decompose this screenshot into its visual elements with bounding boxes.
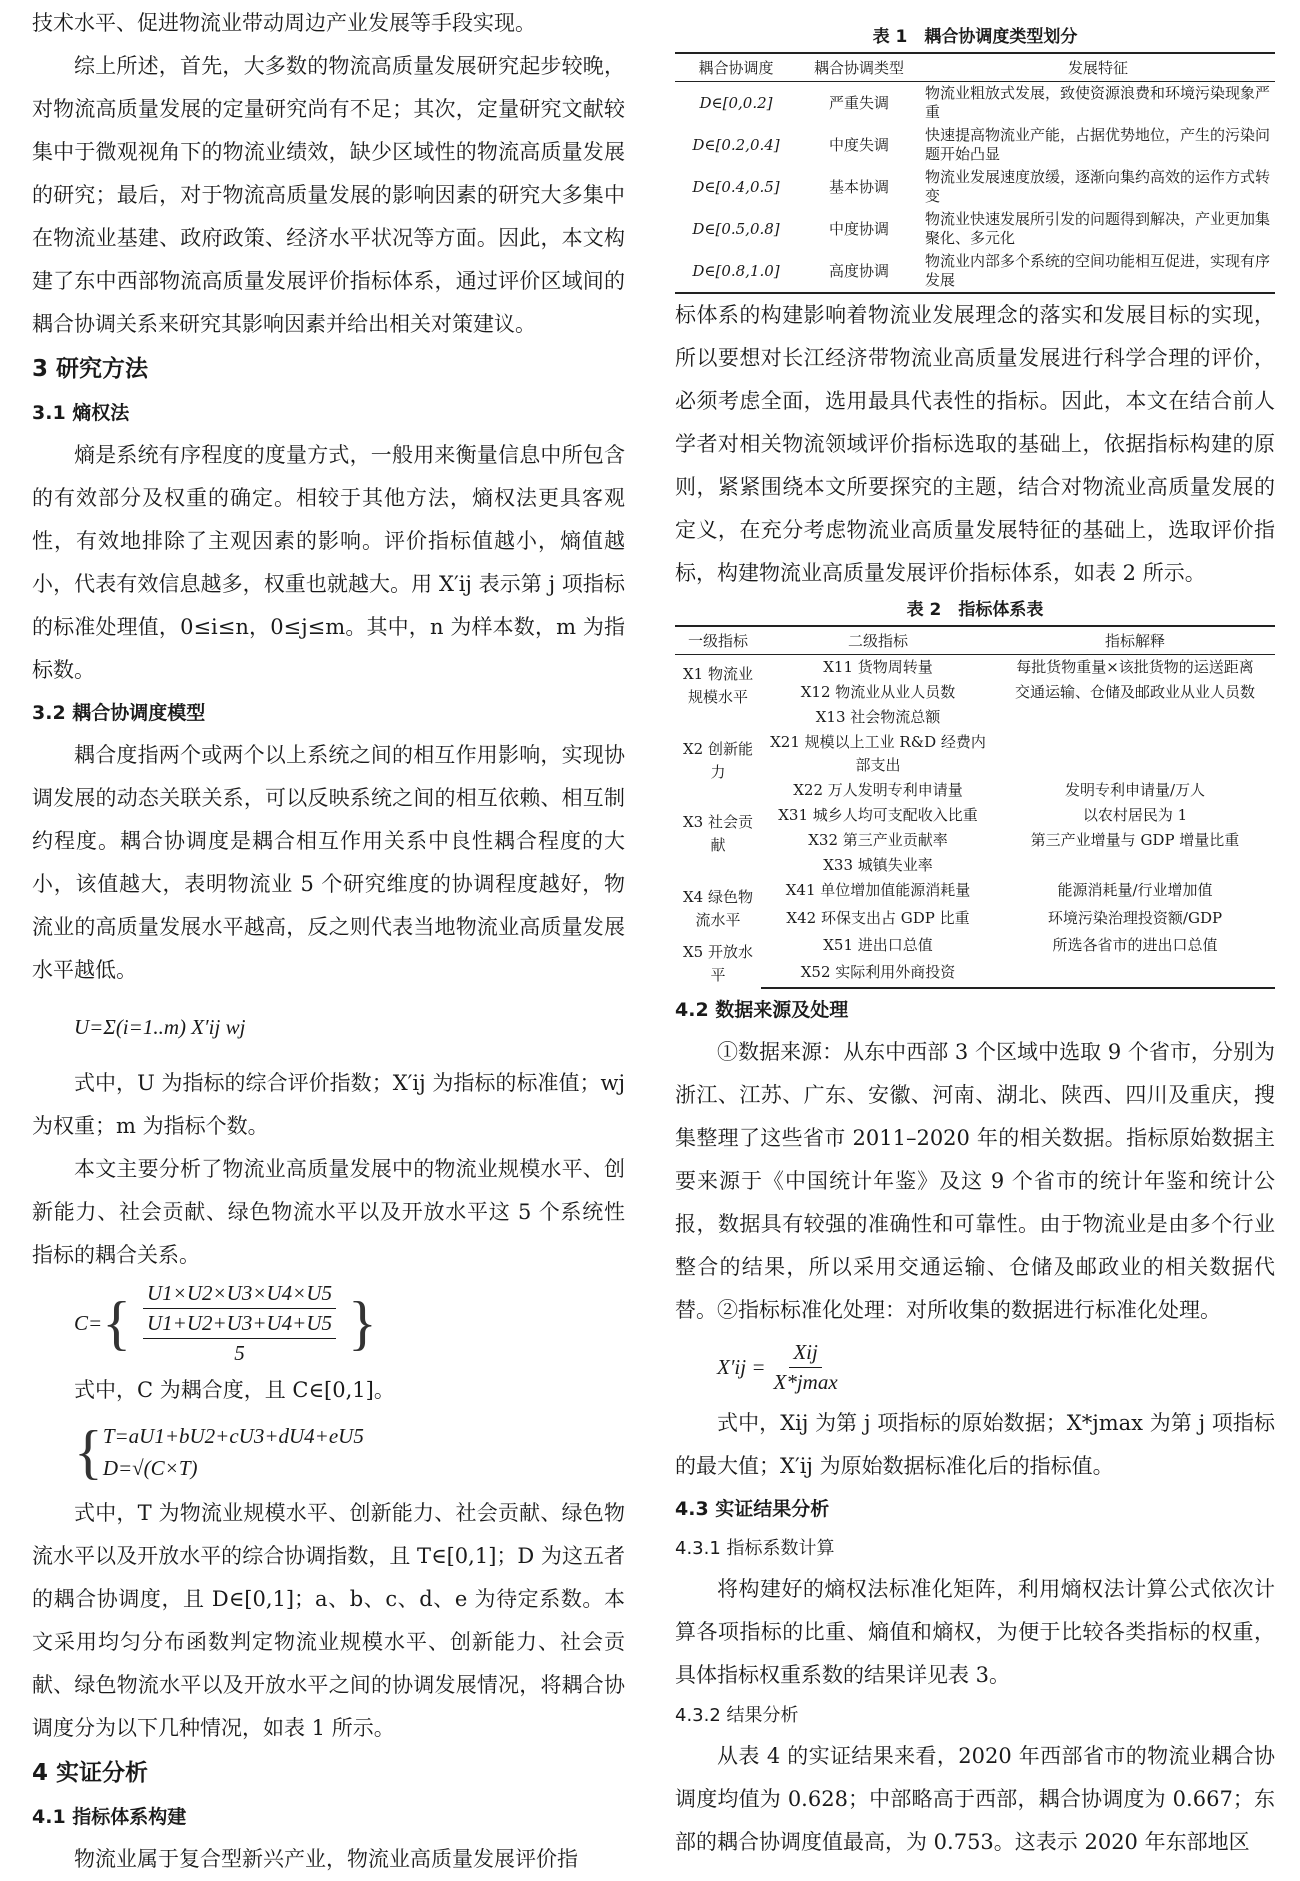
- table-cell-level2: X13 社会物流总额: [815, 708, 941, 726]
- paragraph: 式中，Xij 为第 j 项指标的原始数据；X*jmax 为第 j 项指标的最大值；X′ij 为原始数据标准化后的指标值。: [675, 1411, 1275, 1478]
- table-cell: 物流业快速发展所引发的问题得到解决，产业更加集聚化、多元化: [925, 210, 1271, 247]
- section-heading: 3 研究方法: [32, 356, 149, 382]
- right-column: [675, 0, 1275, 1864]
- equation-x-lhs: X′ij =: [717, 1354, 766, 1379]
- table-1: [675, 52, 1275, 294]
- table-header: 一级指标: [675, 626, 761, 655]
- table-cell-explanation: 第三产业增量与 GDP 增量比重: [1030, 831, 1240, 849]
- table-row: [675, 878, 1275, 906]
- table-cell: 中度协调: [828, 219, 889, 238]
- equation-c-denominator: U1+U2+U3+U4+U5: [143, 1311, 336, 1339]
- table-row: [675, 250, 1275, 293]
- table-cell-explanation: [995, 730, 1275, 778]
- equation-x-numerator: Xij: [789, 1340, 822, 1368]
- paragraph: 综上所述，首先，大多数的物流高质量发展研究起步较晚，对物流高质量发展的定量研究尚有不足；其次，定量研究文献较集中于微观视角下的物流业绩效，缺少区域性的物流高质量发展的研究；最后，对于物流高质量发展的影响因素的研究大多集中在物流业基建、政府政策、经济水平状况等方面。因此，本文构建了东中西部物流高质量发展评价指标体系，通过评价区域间的耦合协调关系来研究其影响因素并给出相关对策建议。: [32, 54, 625, 336]
- paragraph: 式中，T 为物流业规模水平、创新能力、社会贡献、绿色物流水平以及开放水平的综合协调指数，且 T∈[0,1]；D 为这五者的耦合协调度，且 D∈[0,1]；a、b、c、d、e 为待定系数。本文采用均匀分布函数判定物流业规模水平、创新能力、社会贡献、绿色物流水平以及开放水平之间的协调发展情况，将耦合协调度分为以下几种情况，如表 1 所示。: [32, 1501, 625, 1740]
- table-cell: D∈[0.5,0.8]: [692, 219, 780, 238]
- table-row: [675, 828, 1275, 853]
- equation-c-numerator: U1×U2×U3×U4×U5: [143, 1281, 336, 1309]
- equation-d: D=√(C×T): [102, 1456, 198, 1480]
- paragraph: 将构建好的熵权法标准化矩阵，利用熵权法计算公式依次计算各项指标的比重、熵值和熵权，为便于比较各类指标的权重，具体指标权重系数的结果详见表 3。: [675, 1577, 1275, 1687]
- table-cell: 物流业内部多个系统的空间功能相互促进，实现有序发展: [921, 250, 1275, 293]
- table-cell-explanation: 交通运输、仓储及邮政业从业人员数: [1014, 683, 1255, 701]
- table-cell: 严重失调: [828, 93, 889, 112]
- table-cell-explanation: 发明专利申请量/万人: [1064, 781, 1206, 799]
- table-cell-level2: X31 城乡人均可支配收入比重: [778, 806, 978, 824]
- table-cell-level1: X4 绿色物流水平: [683, 888, 753, 929]
- table-cell: D∈[0.2,0.4]: [692, 135, 780, 154]
- paragraph: 本文主要分析了物流业高质量发展中的物流业规模水平、创新能力、社会贡献、绿色物流水平以及开放水平这 5 个系统性指标的耦合关系。: [32, 1157, 625, 1267]
- table-cell: 基本协调: [828, 177, 889, 196]
- table-cell-explanation: 每批货物重量×该批货物的运送距离: [1016, 658, 1254, 676]
- table-row: [675, 166, 1275, 208]
- subsubsection-heading: 4.3.2 结果分析: [675, 1705, 799, 1726]
- equation-u: U=Σ(i=1..m) X′ij wj: [74, 1015, 246, 1039]
- paragraph: 从表 4 的实证结果来看，2020 年西部省市的物流业耦合协调度均值为 0.628；中部略高于西部，耦合协调度为 0.667；东部的耦合协调度值最高，为 0.753。这表示 2020 年东部地区: [675, 1744, 1275, 1854]
- table-row: [675, 208, 1275, 250]
- table-cell: D∈[0.4,0.5]: [692, 177, 780, 196]
- table-cell: 快速提高物流业产能，占据优势地位，产生的污染问题开始凸显: [925, 126, 1271, 163]
- table-cell-level1: X2 创新能力: [683, 740, 753, 781]
- table-cell-explanation: 所选各省市的进出口总值: [1052, 936, 1218, 954]
- table-cell-level2: X41 单位增加值能源消耗量: [785, 881, 971, 899]
- table-cell: 高度协调: [797, 250, 921, 293]
- table-cell-level1: X5 开放水平: [683, 943, 753, 984]
- table-cell-explanation: [995, 960, 1275, 988]
- table-cell-level2: X21 规模以上工业 R&D 经费内部支出: [770, 733, 986, 774]
- table-header: 指标解释: [995, 626, 1275, 655]
- table-1-caption: 表 1 耦合协调度类型划分: [872, 27, 1078, 47]
- table-cell-level1: X3 社会贡献: [683, 813, 753, 854]
- table-cell-explanation: 能源消耗量/行业增加值: [1057, 881, 1213, 899]
- table-cell-level2: X33 城镇失业率: [823, 856, 933, 874]
- table-row: [675, 730, 1275, 778]
- table-header: 二级指标: [761, 626, 995, 655]
- table-header: 发展特征: [921, 53, 1275, 82]
- table-cell-level2: X22 万人发明专利申请量: [793, 781, 963, 799]
- paragraph: 技术水平、促进物流业带动周边产业发展等手段实现。: [32, 11, 536, 35]
- table-cell-level1: X1 物流业规模水平: [683, 665, 753, 706]
- paragraph: 式中，U 为指标的综合评价指数；X′ij 为指标的标准值；wj 为权重；m 为指标个数。: [32, 1071, 625, 1138]
- table-row: [675, 803, 1275, 828]
- table-cell: D∈[0,0.2]: [699, 93, 773, 112]
- table-cell-explanation: [995, 705, 1275, 730]
- paragraph: 熵是系统有序程度的度量方式，一般用来衡量信息中所包含的有效部分及权重的确定。相较于其他方法，熵权法更具客观性，有效地排除了主观因素的影响。评价指标值越小，熵值越小，代表有效信息越多，权重也就越大。用 X′ij 表示第 j 项指标的标准处理值，0≤i≤n，0≤j≤m。其中，n 为样本数，m 为指标数。: [32, 443, 625, 682]
- table-cell: 物流业粗放式发展，致使资源浪费和环境污染现象严重: [925, 84, 1271, 121]
- table-row: [675, 82, 1275, 125]
- table-cell-level2: X52 实际利用外商投资: [761, 960, 995, 988]
- table-cell-explanation: 环境污染治理投资额/GDP: [1047, 908, 1223, 927]
- table-cell-explanation: 以农村居民为 1: [1082, 806, 1188, 824]
- subsection-heading: 3.2 耦合协调度模型: [32, 702, 206, 724]
- paragraph: 标体系的构建影响着物流业发展理念的落实和发展目标的实现，所以要想对长江经济带物流业高质量发展进行科学合理的评价，必须考虑全面，选用最具代表性的指标。因此，本文在结合前人学者对相关物流领域评价指标选取的基础上，依据指标构建的原则，紧紧围绕本文所要探究的主题，结合对物流业高质量发展的定义，在充分考虑物流业高质量发展特征的基础上，选取评价指标，构建物流业高质量发展评价指标体系，如表 2 所示。: [675, 303, 1275, 585]
- paragraph: 耦合度指两个或两个以上系统之间的相互作用影响，实现协调发展的动态关联关系，可以反映系统之间的相互依赖、相互制约程度。耦合协调度是耦合相互作用关系中良性耦合程度的大小，该值越大，表明物流业 5 个研究维度的协调程度越好，物流业的高质量发展水平越高，反之则代表当地物流业高质量发展水平越低。: [32, 743, 625, 982]
- table-cell-explanation: [995, 853, 1275, 878]
- table-row: [675, 124, 1275, 166]
- table-row: [675, 680, 1275, 705]
- subsection-heading: 4.3 实证结果分析: [675, 1498, 830, 1520]
- table-row: [675, 655, 1275, 681]
- equation-c-divisor: 5: [234, 1340, 245, 1365]
- subsubsection-heading: 4.3.1 指标系数计算: [675, 1538, 835, 1559]
- table-cell-level2: X12 物流业从业人员数: [800, 683, 956, 701]
- table-header: 耦合协调度: [675, 53, 797, 82]
- left-column: [32, 0, 625, 1881]
- equation-x: [675, 1332, 1275, 1402]
- table-row: [675, 778, 1275, 803]
- subsection-heading: 3.1 熵权法: [32, 402, 130, 424]
- table-cell: 物流业发展速度放缓，逐渐向集约高效的运作方式转变: [925, 168, 1271, 205]
- table-cell-level2: X51 进出口总值: [823, 936, 933, 954]
- section-heading: 4 实证分析: [32, 1760, 149, 1786]
- table-cell: 中度失调: [828, 135, 889, 154]
- subsection-heading: 4.2 数据来源及处理: [675, 999, 849, 1021]
- table-cell-level2: X32 第三产业贡献率: [808, 831, 948, 849]
- paragraph: ①数据来源：从东中西部 3 个区域中选取 9 个省市，分别为浙江、江苏、广东、安徽、河南、湖北、陕西、四川及重庆，搜集整理了这些省市 2011–2020 年的相关数据。指标原始数据主要来源于《中国统计年鉴》及这 9 个省市的统计年鉴和统计公报，数据具有较强的准确性和可靠性。由于物流业是由多个行业整合的结果，所以采用交通运输、仓储及邮政业的相关数据代替。②指标标准化处理：对所收集的数据进行标准化处理。: [675, 1040, 1275, 1322]
- table-row: [675, 960, 1275, 988]
- paragraph: 物流业属于复合型新兴产业，物流业高质量发展评价指: [74, 1847, 578, 1871]
- equation-td: { T=aU1+bU2+cU3+dU4+eU5 D=√(C×T): [74, 1419, 364, 1485]
- table-header: 耦合协调类型: [797, 53, 921, 82]
- table-cell-level2: X11 货物周转量: [823, 658, 933, 676]
- table-row: [675, 705, 1275, 730]
- table-row: [675, 933, 1275, 960]
- table-row: [675, 906, 1275, 934]
- equation-c: C= { $\frac{U1\times U2\times U3\times U4\times U5}{\frac{U1+U2+U3+U4+U5}{5}}$ }: [74, 1280, 377, 1365]
- table-2-caption: 表 2 指标体系表: [906, 600, 1044, 620]
- table-cell: D∈[0.8,1.0]: [675, 250, 797, 293]
- table-2: [675, 625, 1275, 989]
- equation-x-denominator: X*jmax: [773, 1369, 838, 1394]
- paragraph: 式中，C 为耦合度，且 C∈[0,1]。: [74, 1378, 395, 1402]
- table-cell-level2: X42 环保支出占 GDP 比重: [786, 908, 970, 927]
- subsection-heading: 4.1 指标体系构建: [32, 1806, 187, 1828]
- table-row: [675, 853, 1275, 878]
- equation-t: T=aU1+bU2+cU3+dU4+eU5: [102, 1424, 364, 1448]
